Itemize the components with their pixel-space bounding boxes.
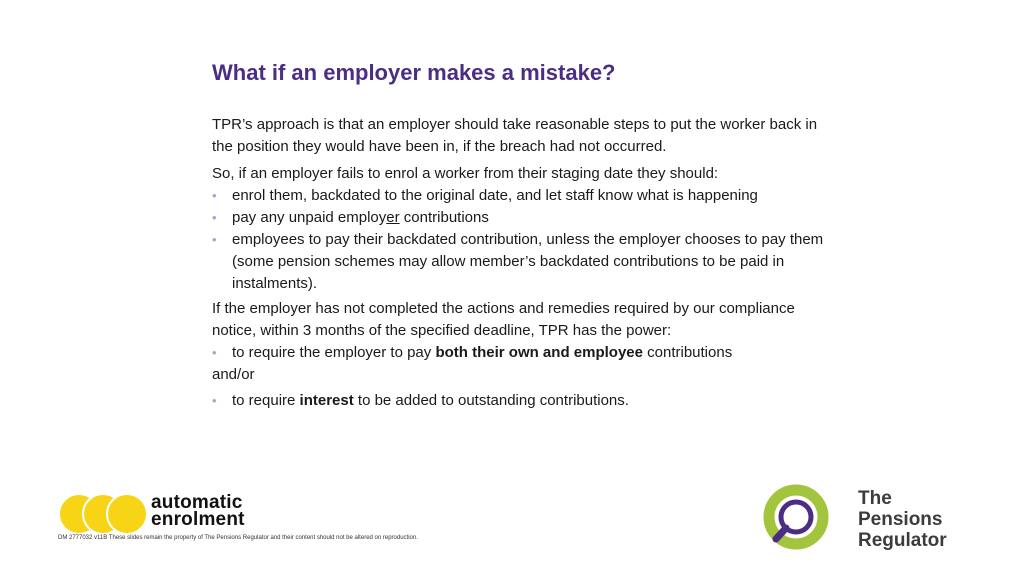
compliance-paragraph: If the employer has not completed the actions and remedies required by our compliance notice, within 3 months of the specified deadline, TPR has the power:	[212, 300, 795, 339]
intro-paragraph: TPR’s approach is that an employer should take reasonable steps to put the worker back in the position they would have been in, if the breach had not occurred.	[212, 116, 818, 155]
power2-text-end: to be added to outstanding contributions.	[353, 392, 629, 409]
power2-text: to require	[232, 392, 300, 409]
power1-bold: both their own and employee	[435, 344, 643, 361]
bullet-employees: • employees to pay their backdated contribution, unless the employer chooses to pay them (some pension schemes may allow member’s backdated contributions to be paid in instalments).	[212, 229, 842, 295]
power1-text: to require the employer to pay	[232, 344, 436, 361]
ae-line2: enrolment	[151, 509, 245, 530]
ae-line1: automatic	[151, 492, 243, 513]
automatic-enrolment-logo	[58, 492, 268, 534]
bullet-enrol: • enrol them, backdated to the original date, and let staff know what is happening	[212, 185, 842, 207]
tpr-line2: Pensions	[858, 509, 943, 530]
bullet-pay-text: pay any unpaid employ	[232, 209, 387, 226]
underlined-er: er	[386, 209, 400, 226]
bullet-power-contributions	[212, 342, 842, 364]
ae-circles-icon	[58, 492, 148, 534]
power2-bold: interest	[299, 392, 354, 409]
tpr-line3: Regulator	[858, 530, 947, 551]
bullet-pay-text-end: contributions	[399, 209, 489, 226]
bullet-power-interest	[212, 390, 842, 412]
bullet-pay-contributions	[212, 207, 842, 229]
lead-paragraph: So, if an employer fails to enrol a worker from their staging date they should:	[212, 165, 719, 182]
ae-logo-text	[151, 494, 245, 528]
tpr-line1: The	[858, 488, 892, 509]
power1-text-end: contributions	[642, 344, 733, 361]
slide-body	[212, 114, 842, 412]
slide-title: What if an employer makes a mistake?	[212, 60, 616, 85]
magnifier-icon	[762, 484, 846, 552]
copyright-note: DM 2777032 v11B These slides remain the property of The Pensions Regulator and their content should not be altered on reproduction.	[58, 535, 418, 541]
andor-text: and/or	[212, 366, 255, 383]
tpr-logo-text	[858, 488, 947, 551]
pensions-regulator-logo	[762, 482, 1002, 554]
